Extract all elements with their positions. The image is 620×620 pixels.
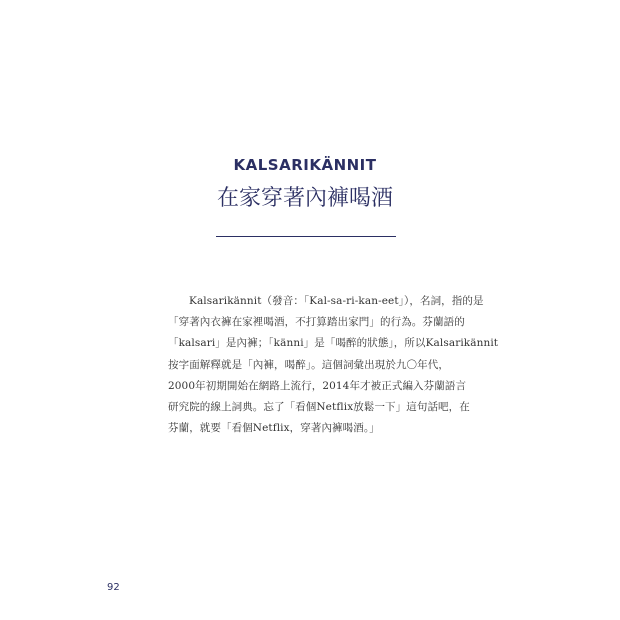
body-line: Kalsarikännit（發音：「Kal-sa-ri-kan-eet」），名詞，指的是 xyxy=(189,295,484,307)
body-line: 2000年初期開始在網路上流行，2014年才被正式編入芬蘭語言 xyxy=(168,379,467,392)
body-paragraph xyxy=(168,291,499,439)
body-line: 按字面解釋就是「內褲，喝醉」。這個詞彙出現於九〇年代， xyxy=(168,358,449,371)
title-underline xyxy=(216,236,396,237)
entry-term: KALSARIKÄNNIT xyxy=(233,156,377,174)
heading-block xyxy=(205,155,405,213)
page-number: 92 xyxy=(107,582,120,593)
body-line: 芬蘭，就要「看個Netflix，穿著內褲喝酒。」 xyxy=(168,422,380,435)
body-line: 「kalsari」是內褲；「känni」是「喝醉的狀態」，所以Kalsarikännit xyxy=(168,337,499,350)
entry-title: 在家穿著內褲喝酒 xyxy=(216,186,393,211)
body-line: 研究院的線上詞典。忘了「看個Netflix放鬆一下」這句話吧，在 xyxy=(168,401,470,414)
body-line: 「穿著內衣褲在家裡喝酒，不打算踏出家門」的行為。芬蘭語的 xyxy=(168,316,465,329)
